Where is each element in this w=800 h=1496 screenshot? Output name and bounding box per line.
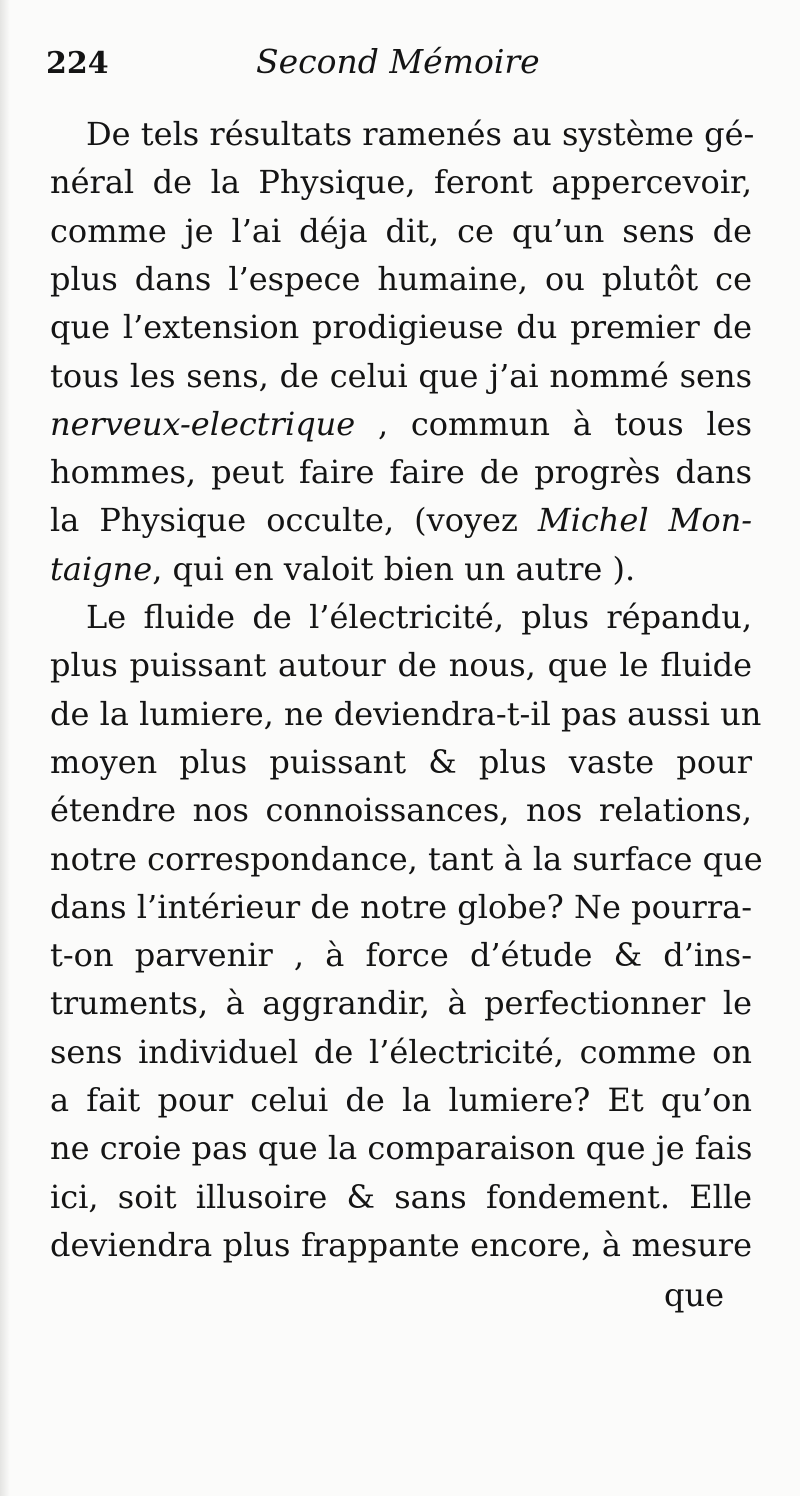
text-line	[50, 837, 763, 881]
text-line	[50, 1175, 752, 1219]
text-segment: la Physique occulte, (voyez	[50, 501, 538, 540]
text-segment: sens individuel de l’électricité, comme on	[50, 1032, 752, 1071]
text-line	[50, 450, 752, 494]
text-segment: a fait pour celui de la lumiere? Et qu’on	[50, 1081, 752, 1119]
text-line	[50, 885, 752, 929]
text-segment: , commun à tous les	[355, 404, 752, 443]
text-segment: de la lumiere, ne deviendra-t-il pas aussi un	[50, 694, 762, 733]
text-segment: néral de la Physique, feront appercevoir,	[50, 163, 752, 202]
text-segment: dans l’intérieur de notre globe? Ne pourra-	[50, 887, 752, 926]
text-line	[50, 209, 752, 253]
page-number: 224	[46, 46, 109, 81]
italic-text: nerveux-electrique	[50, 404, 356, 443]
text-segment: ici, soit illusoire & sans fondement. Elle	[50, 1177, 752, 1216]
text-line	[50, 498, 752, 542]
page-header	[46, 42, 746, 92]
text-segment: notre correspondance, tant à la surface que	[50, 839, 763, 878]
text-segment: plus puissant autour de nous, que le fluide	[50, 646, 752, 685]
text-segment: hommes, peut faire faire de progrès dans	[50, 453, 752, 492]
italic-text: taigne	[50, 549, 153, 588]
text-line	[50, 1126, 752, 1170]
page-edge-shadow	[0, 0, 10, 1496]
text-line	[50, 933, 752, 977]
text-line	[86, 595, 752, 639]
text-line	[50, 257, 752, 301]
text-line	[50, 740, 752, 784]
text-segment: ne croie pas que la comparaison que je fais	[50, 1129, 753, 1168]
text-line	[50, 354, 752, 398]
catchword: que	[664, 1276, 725, 1315]
text-line	[50, 981, 752, 1025]
text-line	[50, 1223, 752, 1267]
text-segment: Le fluide de l’électricité, plus répandu,	[86, 598, 752, 636]
text-segment: t-on parvenir , à force d’étude & d’ins-	[50, 936, 752, 975]
text-line	[50, 1030, 752, 1074]
text-segment: plus dans l’espece humaine, ou plutôt ce	[50, 259, 752, 298]
text-segment: étendre nos connoissances, nos relations,	[50, 791, 752, 830]
text-segment: que l’extension prodigieuse du premier de	[50, 308, 752, 347]
text-segment: comme je l’ai déja dit, ce qu’un sens de	[50, 211, 752, 250]
text-line	[50, 547, 752, 591]
text-line	[50, 305, 752, 349]
text-line	[50, 160, 752, 204]
text-segment: truments, à aggrandir, à perfectionner le	[50, 984, 752, 1023]
text-segment: , qui en valoit bien un autre ).	[152, 549, 636, 588]
text-line	[50, 692, 762, 736]
text-line	[50, 788, 752, 832]
text-line	[50, 643, 752, 687]
italic-text: Michel Mon-	[537, 501, 752, 540]
text-line	[86, 112, 755, 156]
text-segment: deviendra plus frappante encore, à mesure	[50, 1225, 752, 1264]
running-title: Second Mémoire	[256, 42, 540, 81]
text-segment: tous les sens, de celui que j’ai nommé sens	[50, 356, 752, 395]
text-line	[50, 1078, 752, 1122]
text-line	[50, 402, 752, 446]
text-segment: moyen plus puissant & plus vaste pour	[50, 742, 752, 781]
text-segment: De tels résultats ramenés au système gé-	[86, 115, 755, 153]
